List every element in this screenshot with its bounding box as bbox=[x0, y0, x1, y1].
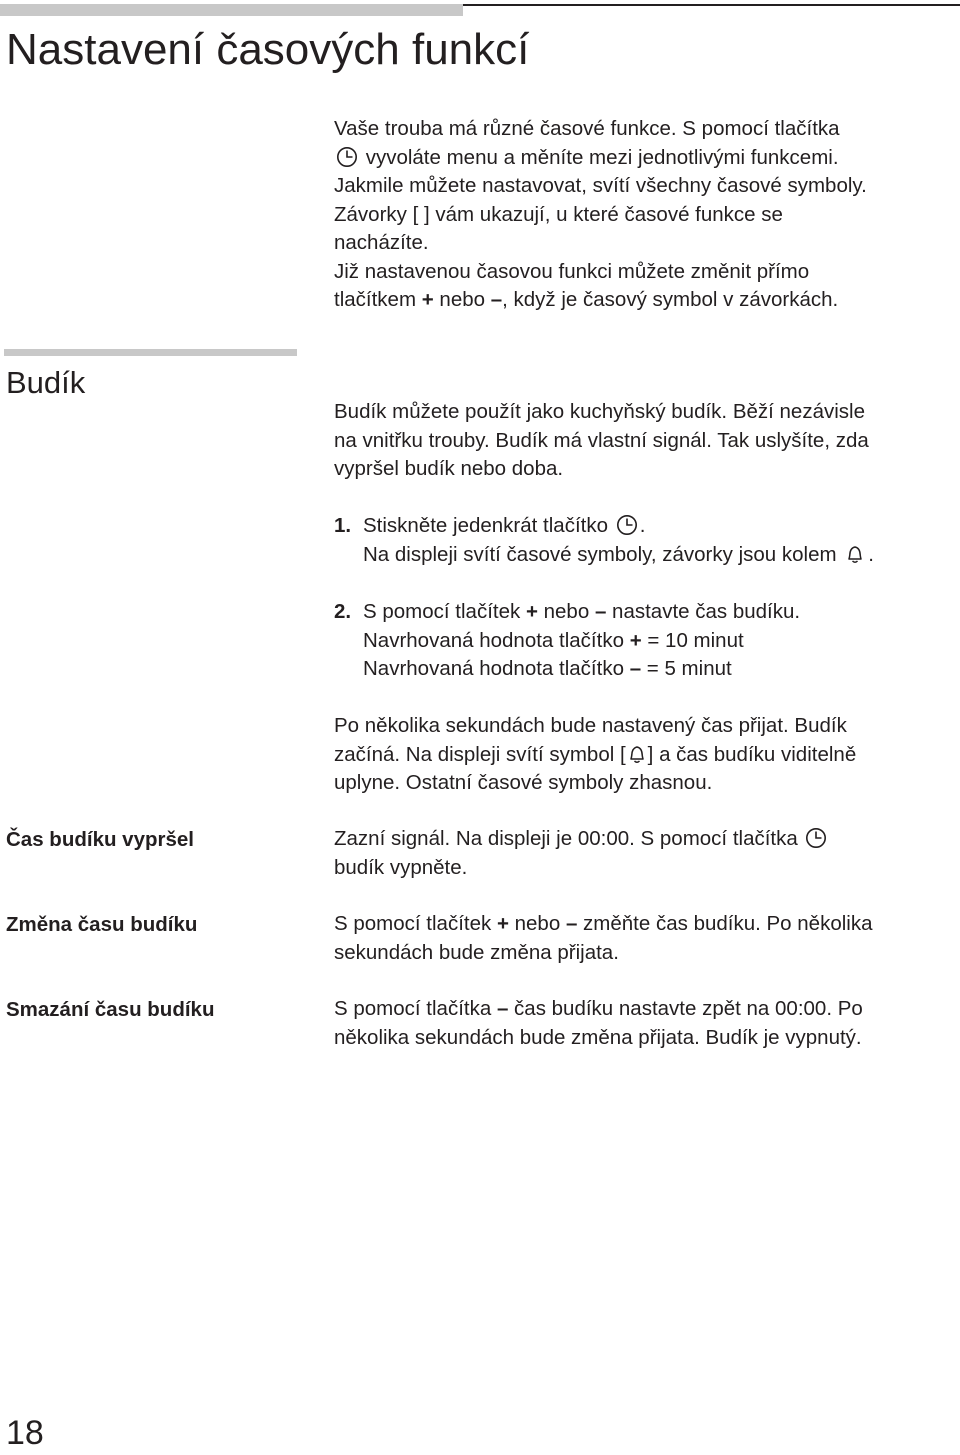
intro-line: Závorky [ ] vám ukazují, u které časové funkce se bbox=[334, 202, 783, 226]
after-line: Po několika sekundách bude nastavený čas přijat. Budík bbox=[334, 714, 847, 737]
after-line: začíná. Na displeji svítí symbol [ ] a čas budíku viditelně bbox=[334, 742, 857, 766]
intro-line: vyvoláte menu a měníte mezi jednotlivými funkcemi. bbox=[334, 144, 960, 173]
desc-line: na vnitřku trouby. Budík má vlastní signál. Tak uslyšíte, zda bbox=[334, 428, 869, 452]
intro-line: nacházíte. bbox=[334, 231, 429, 254]
minus-key: – bbox=[629, 657, 642, 680]
header-rule-thin bbox=[463, 4, 960, 6]
bell-icon bbox=[844, 543, 866, 565]
minus-key: – bbox=[490, 288, 503, 311]
section-rule bbox=[4, 349, 297, 356]
minus-key: – bbox=[594, 600, 607, 623]
expired-text: Zazní signál. Na displeji je 00:00. S pomocí tlačítka budík vypněte. bbox=[334, 825, 960, 882]
clock-icon bbox=[805, 827, 827, 849]
delete-label: Smazání času budíku bbox=[6, 998, 215, 1021]
section-title: Budík bbox=[6, 365, 86, 400]
step-number: 1. bbox=[334, 514, 352, 537]
intro-line: tlačítkem + nebo –, když je časový symbol v závorkách. bbox=[334, 288, 839, 311]
intro-line: Již nastavenou časovou funkci můžete změnit přímo bbox=[334, 259, 810, 283]
step-number: 2. bbox=[334, 600, 352, 623]
bell-icon bbox=[626, 743, 648, 765]
clock-icon bbox=[336, 146, 358, 168]
plus-key: + bbox=[629, 628, 642, 652]
plus-key: + bbox=[525, 600, 538, 623]
step-item: 1. Stiskněte jedenkrát tlačítko . Na displeji svítí časové symboly, závorky jsou kolem . bbox=[334, 514, 874, 566]
intro-line: Jakmile můžete nastavovat, svítí všechny časové symboly. bbox=[334, 174, 867, 197]
intro-line: Vaše trouba má různé časové funkce. S pomocí tlačítka bbox=[334, 117, 840, 140]
step-item: 2. S pomocí tlačítek + nebo – nastavte čas budíku. Navrhovaná hodnota tlačítko + = 10 minut Navrhovaná hodnota tlačítko – = 5 minut bbox=[334, 600, 801, 680]
clock-icon bbox=[616, 514, 638, 536]
plus-key: + bbox=[421, 288, 434, 311]
header-rule-thick bbox=[0, 4, 463, 16]
intro-paragraph bbox=[334, 115, 960, 315]
minus-key: – bbox=[496, 997, 509, 1020]
desc-line: Budík můžete použít jako kuchyňský budík. Běží nezávisle bbox=[334, 400, 865, 423]
change-text: S pomocí tlačítek + nebo – změňte čas budíku. Po několika sekundách bude změna přijata. bbox=[334, 912, 873, 964]
page-title: Nastavení časových funkcí bbox=[6, 25, 530, 74]
change-label: Změna času budíku bbox=[6, 913, 198, 936]
expired-label: Čas budíku vypršel bbox=[6, 828, 194, 851]
desc-line: vypršel budík nebo doba. bbox=[334, 457, 564, 480]
page-number: 18 bbox=[6, 1414, 44, 1452]
step-2 bbox=[334, 598, 960, 684]
step-1 bbox=[334, 512, 960, 569]
section-description bbox=[334, 398, 960, 484]
minus-key: – bbox=[565, 912, 578, 935]
delete-text: S pomocí tlačítka – čas budíku nastavte zpět na 00:00. Po několika sekundách bude změna přijata. Budík je vypnutý. bbox=[334, 997, 863, 1049]
plus-key: + bbox=[496, 912, 509, 935]
after-line: uplyne. Ostatní časové symboly zhasnou. bbox=[334, 771, 713, 794]
after-paragraph bbox=[334, 712, 960, 798]
